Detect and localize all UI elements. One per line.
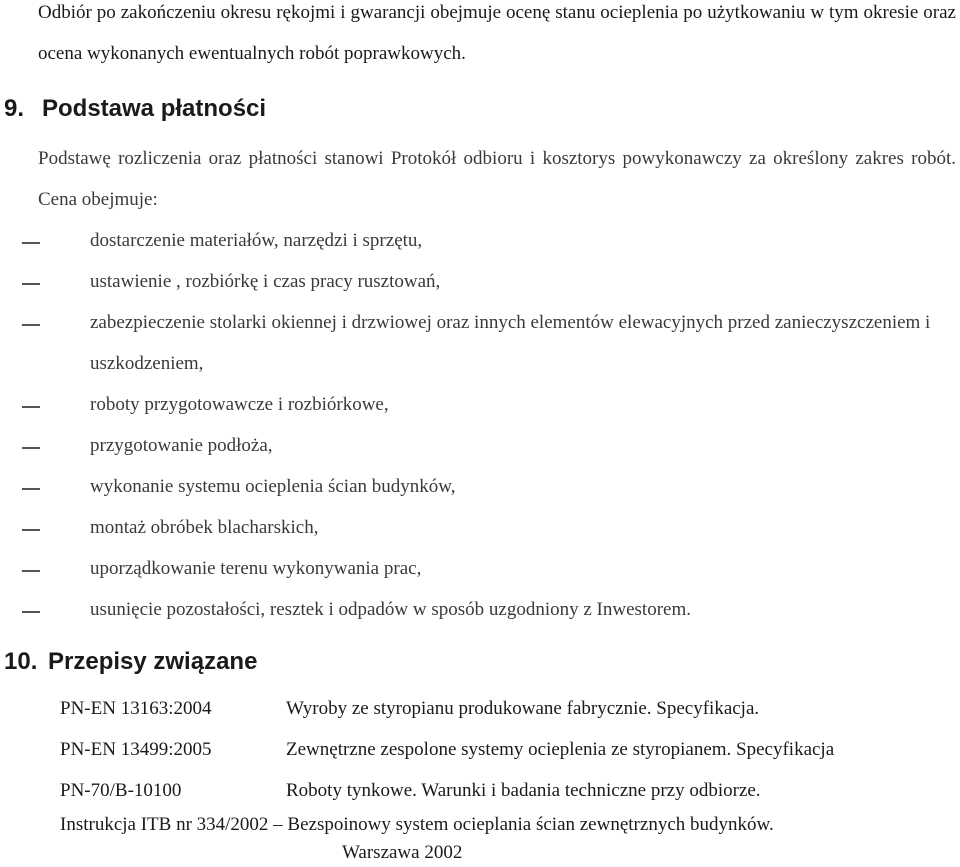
list-item: wykonanie systemu ocieplenia ścian budynków,: [0, 466, 960, 507]
intro-paragraph: Odbiór po zakończeniu okresu rękojmi i gwarancji obejmuje ocenę stanu ocieplenia po użytkowaniu w tym okresie oraz ocena wykonanych ewentualnych robót poprawkowych.: [38, 2, 956, 64]
dash-bullet-icon: [22, 488, 40, 490]
standard-description: Wyroby ze styropianu produkowane fabrycznie. Specyfikacja.: [286, 697, 760, 719]
section-10-title: Przepisy związane: [48, 648, 258, 675]
dash-bullet-icon: [22, 570, 40, 572]
table-row: [60, 729, 834, 770]
dash-bullet-icon: [22, 529, 40, 531]
dash-bullet-icon: [22, 611, 40, 613]
standard-code: PN-EN 13499:2005: [60, 738, 212, 760]
payment-paragraph: [38, 138, 956, 220]
payment-basis-text: Podstawę rozliczenia oraz płatności stanowi Protokół odbioru i kosztorys powykonawczy za określony zakres robót.: [38, 148, 956, 169]
instruction-reference: [60, 811, 940, 867]
section-9-number: 9.: [4, 95, 25, 122]
table-row: [60, 688, 834, 729]
section-9-title: Podstawa płatności: [42, 95, 267, 122]
dash-bullet-icon: [22, 406, 40, 408]
price-includes-list: [0, 220, 960, 630]
standard-code: PN-EN 13163:2004: [60, 697, 212, 719]
dash-bullet-icon: [22, 447, 40, 449]
section-10-heading: [4, 648, 257, 676]
instruction-line-2: Warszawa 2002: [342, 842, 463, 863]
price-includes-text: Cena obejmuje:: [38, 189, 158, 210]
standard-description: Roboty tynkowe. Warunki i badania techniczne przy odbiorze.: [286, 779, 761, 801]
dash-bullet-icon: [22, 242, 40, 244]
standard-code: PN-70/B-10100: [60, 779, 182, 801]
list-item: roboty przygotowawcze i rozbiórkowe,: [0, 384, 960, 425]
list-item: zabezpieczenie stolarki okiennej i drzwiowej oraz innych elementów elewacyjnych przed zanieczyszczeniem i uszkodzeniem,: [0, 302, 960, 384]
list-item: przygotowanie podłoża,: [0, 425, 960, 466]
standard-description: Zewnętrzne zespolone systemy ocieplenia ze styropianem. Specyfikacja: [286, 738, 835, 760]
list-item: dostarczenie materiałów, narzędzi i sprzętu,: [0, 220, 960, 261]
dash-bullet-icon: [22, 324, 40, 326]
list-item: montaż obróbek blacharskich,: [0, 507, 960, 548]
section-9-heading: [4, 95, 266, 123]
standards-table: [60, 688, 834, 811]
dash-bullet-icon: [22, 283, 40, 285]
section-10-number: 10.: [4, 648, 38, 675]
list-item: uporządkowanie terenu wykonywania prac,: [0, 548, 960, 589]
instruction-line-1: Instrukcja ITB nr 334/2002 – Bezspoinowy system ocieplania ścian zewnętrznych budynków.: [60, 814, 774, 835]
list-item: usunięcie pozostałości, resztek i odpadów w sposób uzgodniony z Inwestorem.: [0, 589, 960, 630]
table-row: [60, 770, 834, 811]
list-item: ustawienie , rozbiórkę i czas pracy rusztowań,: [0, 261, 960, 302]
